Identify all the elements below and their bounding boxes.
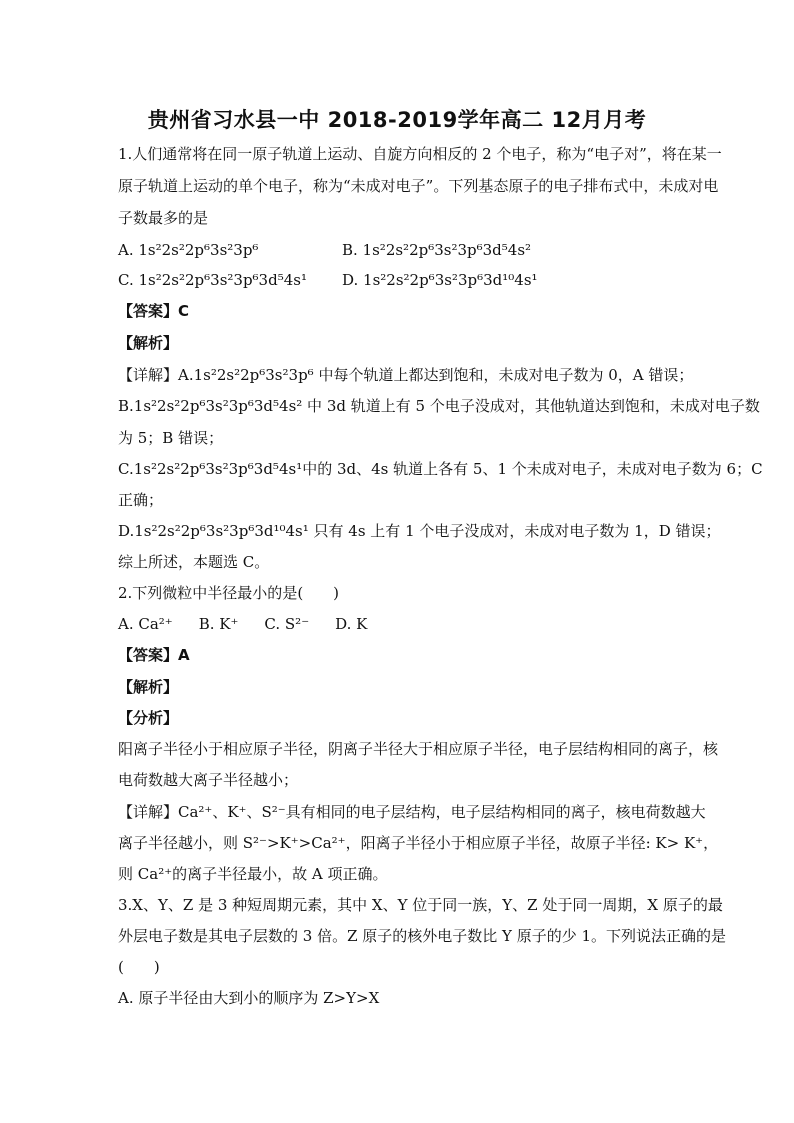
q2-stem: 2.下列微粒中半径最小的是( )	[118, 584, 340, 602]
q3-stem-line-3: ( )	[118, 958, 160, 976]
q1-answer: 【答案】C	[118, 302, 190, 320]
q2-detail-line-1: 【详解】Ca²⁺、K⁺、S²⁻具有相同的电子层结构，电子层结构相同的离子，核电荷数越大	[118, 803, 706, 821]
q1-detail-line-7: 综上所述，本题选 C。	[118, 553, 270, 571]
q1-detail-line-6: D.1s²2s²2p⁶3s²3p⁶3d¹⁰4s¹ 只有 4s 上有 1 个电子没成对，未成对电子数为 1，D 错误；	[118, 522, 721, 540]
q2-option-a: A. Ca²⁺	[118, 615, 173, 633]
q1-detail-line-5: 正确；	[118, 491, 164, 509]
q1-option-b: B. 1s²2s²2p⁶3s²3p⁶3d⁵4s²	[342, 241, 532, 259]
q1-stem-line-1: 1.人们通常将在同一原子轨道上运动、自旋方向相反的 2 个电子，称为“电子对”，将在某一	[118, 145, 722, 163]
q1-detail-line-2: B.1s²2s²2p⁶3s²3p⁶3d⁵4s² 中 3d 轨道上有 5 个电子没成对，其他轨道达到饱和，未成对电子数	[118, 397, 760, 415]
q1-detail-line-1: 【详解】A.1s²2s²2p⁶3s²3p⁶ 中每个轨道上都达到饱和，未成对电子数为 0，A 错误；	[118, 366, 694, 384]
q2-fenxi-heading: 【分析】	[118, 709, 179, 727]
q1-stem-line-3: 子数最多的是	[118, 209, 209, 227]
q2-analysis-heading: 【解析】	[118, 678, 179, 696]
q2-options	[118, 614, 393, 634]
q1-option-c: C. 1s²2s²2p⁶3s²3p⁶3d⁵4s¹	[118, 271, 307, 289]
q2-detail-line-2: 离子半径越小，则 S²⁻>K⁺>Ca²⁺，阳离子半径小于相应原子半径，故原子半径: K> K⁺，	[118, 834, 719, 852]
q2-option-d: D. K	[335, 615, 368, 633]
page-title: 贵州省习水县一中 2018-2019学年高二 12月月考	[147, 108, 647, 132]
q1-option-a: A. 1s²2s²2p⁶3s²3p⁶	[118, 241, 259, 259]
q1-option-d: D. 1s²2s²2p⁶3s²3p⁶3d¹⁰4s¹	[342, 271, 538, 289]
q2-fenxi-line-2: 电荷数越大离子半径越小；	[118, 771, 299, 789]
q2-option-c: C. S²⁻	[264, 615, 310, 633]
q1-analysis-heading: 【解析】	[118, 334, 179, 352]
q2-detail-line-3: 则 Ca²⁺的离子半径最小，故 A 项正确。	[118, 865, 388, 883]
q1-detail-line-4: C.1s²2s²2p⁶3s²3p⁶3d⁵4s¹中的 3d、4s 轨道上各有 5、1 个未成对电子，未成对电子数为 6；C	[118, 460, 763, 478]
q1-detail-line-3: 为 5；B 错误；	[118, 429, 224, 447]
q3-option-a: A. 原子半径由大到小的顺序为 Z>Y>X	[118, 989, 380, 1007]
q3-stem-line-2: 外层电子数是其电子层数的 3 倍。Z 原子的核外电子数比 Y 原子的少 1。下列说法正确的是	[118, 927, 727, 945]
q2-option-b: B. K⁺	[198, 615, 239, 633]
q2-fenxi-line-1: 阳离子半径小于相应原子半径，阴离子半径大于相应原子半径，电子层结构相同的离子，核	[118, 740, 719, 758]
q3-stem-line-1: 3.X、Y、Z 是 3 种短周期元素，其中 X、Y 位于同一族，Y、Z 处于同一周期，X 原子的最	[118, 896, 723, 914]
q2-answer: 【答案】A	[118, 646, 190, 664]
q1-stem-line-2: 原子轨道上运动的单个电子，称为“未成对电子”。下列基态原子的电子排布式中，未成对电	[118, 177, 719, 195]
